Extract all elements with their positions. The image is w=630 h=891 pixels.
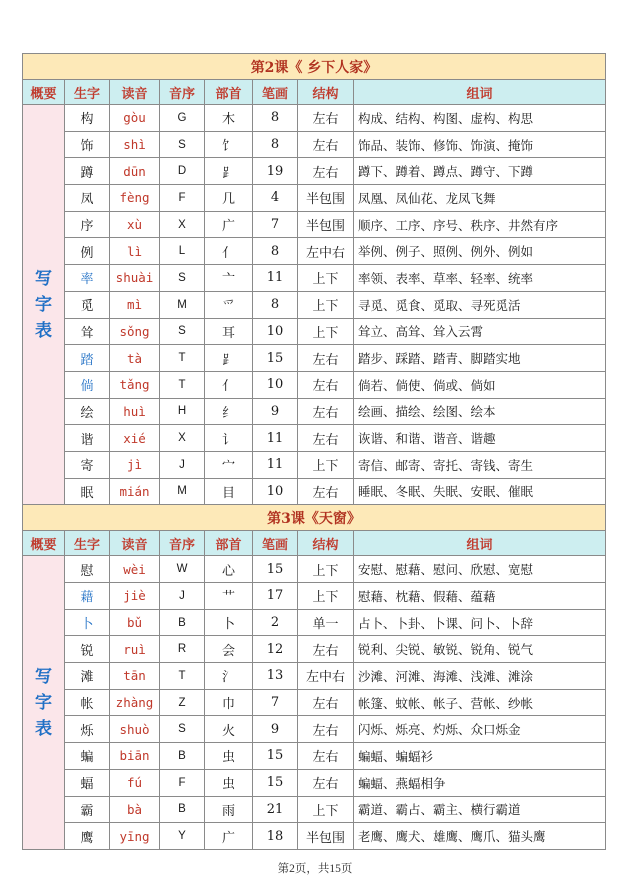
- char-cell: 凤: [65, 185, 110, 212]
- words-cell: 顺序、工序、序号、秩序、井然有序: [354, 211, 606, 238]
- lesson2-title-row: [23, 54, 606, 80]
- strokes-cell: 8: [253, 131, 298, 158]
- strokes-cell: 9: [253, 716, 298, 743]
- lesson2-header-row: [23, 80, 606, 105]
- radical-cell: 虫: [205, 769, 253, 796]
- column-header: 部首: [205, 80, 253, 105]
- strokes-cell: 11: [253, 451, 298, 478]
- side-label-char: 写: [35, 666, 52, 687]
- initial-cell: H: [160, 398, 205, 425]
- pinyin-cell: xù: [110, 211, 160, 238]
- table-row: [23, 345, 606, 372]
- structure-cell: 左右: [298, 371, 354, 398]
- structure-cell: 单一: [298, 609, 354, 636]
- structure-cell: 左右: [298, 425, 354, 452]
- character-table: [22, 53, 606, 850]
- char-cell: 蝠: [65, 769, 110, 796]
- structure-cell: 左右: [298, 769, 354, 796]
- table-row: [23, 796, 606, 823]
- radical-cell: 巾: [205, 689, 253, 716]
- radical-cell: 爫: [205, 291, 253, 318]
- structure-cell: 上下: [298, 318, 354, 345]
- initial-cell: F: [160, 769, 205, 796]
- radical-cell: 宀: [205, 451, 253, 478]
- table-row: [23, 451, 606, 478]
- radical-cell: 艹: [205, 583, 253, 610]
- lesson3-header-row: [23, 531, 606, 556]
- initial-cell: S: [160, 318, 205, 345]
- lesson3-title-row: [23, 505, 606, 531]
- table-row: [23, 425, 606, 452]
- structure-cell: 左右: [298, 716, 354, 743]
- pinyin-cell: yīng: [110, 823, 160, 850]
- char-cell: 眠: [65, 478, 110, 505]
- radical-cell: 火: [205, 716, 253, 743]
- char-cell: 率: [65, 265, 110, 292]
- structure-cell: 左右: [298, 345, 354, 372]
- strokes-cell: 11: [253, 265, 298, 292]
- lesson2-title: 第2课《 乡下人家》: [23, 54, 606, 80]
- lesson2-side-label: [23, 105, 65, 505]
- vocabulary-sheet: [22, 53, 605, 850]
- strokes-cell: 10: [253, 318, 298, 345]
- initial-cell: S: [160, 716, 205, 743]
- strokes-cell: 15: [253, 769, 298, 796]
- table-row: [23, 556, 606, 583]
- words-cell: 蝙蝠、蝙蝠衫: [354, 743, 606, 770]
- initial-cell: J: [160, 583, 205, 610]
- char-cell: 例: [65, 238, 110, 265]
- radical-cell: 木: [205, 105, 253, 132]
- char-cell: 蹲: [65, 158, 110, 185]
- table-row: [23, 716, 606, 743]
- initial-cell: J: [160, 451, 205, 478]
- words-cell: 凤凰、凤仙花、龙凤飞舞: [354, 185, 606, 212]
- initial-cell: Y: [160, 823, 205, 850]
- radical-cell: 耳: [205, 318, 253, 345]
- words-cell: 闪烁、烁亮、灼烁、众口烁金: [354, 716, 606, 743]
- radical-cell: ⻊: [205, 345, 253, 372]
- column-header: 概要: [23, 531, 65, 556]
- words-cell: 率领、表率、草率、轻率、统率: [354, 265, 606, 292]
- radical-cell: 纟: [205, 398, 253, 425]
- initial-cell: B: [160, 796, 205, 823]
- table-row: [23, 318, 606, 345]
- structure-cell: 上下: [298, 583, 354, 610]
- pinyin-cell: tà: [110, 345, 160, 372]
- strokes-cell: 9: [253, 398, 298, 425]
- column-header: 部首: [205, 531, 253, 556]
- structure-cell: 左右: [298, 636, 354, 663]
- initial-cell: F: [160, 185, 205, 212]
- strokes-cell: 18: [253, 823, 298, 850]
- table-row: [23, 689, 606, 716]
- char-cell: 觅: [65, 291, 110, 318]
- initial-cell: L: [160, 238, 205, 265]
- pinyin-cell: lì: [110, 238, 160, 265]
- structure-cell: 左右: [298, 689, 354, 716]
- strokes-cell: 7: [253, 211, 298, 238]
- page-footer: 第2页，共15页: [277, 863, 353, 875]
- words-cell: 倘若、倘使、倘或、倘如: [354, 371, 606, 398]
- table-row: [23, 478, 606, 505]
- side-label-char: 写: [35, 268, 52, 289]
- structure-cell: 上下: [298, 556, 354, 583]
- char-cell: 锐: [65, 636, 110, 663]
- char-cell: 藉: [65, 583, 110, 610]
- table-row: [23, 238, 606, 265]
- words-cell: 踏步、踩踏、踏青、脚踏实地: [354, 345, 606, 372]
- initial-cell: W: [160, 556, 205, 583]
- char-cell: 耸: [65, 318, 110, 345]
- column-header: 结构: [298, 80, 354, 105]
- side-label-char: 字: [35, 294, 52, 315]
- column-header: 生字: [65, 80, 110, 105]
- pinyin-cell: tǎng: [110, 371, 160, 398]
- char-cell: 卜: [65, 609, 110, 636]
- table-row: [23, 823, 606, 850]
- structure-cell: 左右: [298, 743, 354, 770]
- structure-cell: 左右: [298, 398, 354, 425]
- structure-cell: 半包围: [298, 823, 354, 850]
- pinyin-cell: biān: [110, 743, 160, 770]
- radical-cell: 广: [205, 823, 253, 850]
- column-header: 生字: [65, 531, 110, 556]
- words-cell: 举例、例子、照例、例外、例如: [354, 238, 606, 265]
- strokes-cell: 8: [253, 238, 298, 265]
- pinyin-cell: sǒng: [110, 318, 160, 345]
- table-row: [23, 769, 606, 796]
- pinyin-cell: wèi: [110, 556, 160, 583]
- lesson3-side-label: [23, 556, 65, 850]
- pinyin-cell: mì: [110, 291, 160, 318]
- strokes-cell: 15: [253, 556, 298, 583]
- words-cell: 安慰、慰藉、慰问、欣慰、宽慰: [354, 556, 606, 583]
- words-cell: 沙滩、河滩、海滩、浅滩、滩涂: [354, 663, 606, 690]
- structure-cell: 左右: [298, 105, 354, 132]
- column-header: 笔画: [253, 80, 298, 105]
- column-header: 读音: [110, 80, 160, 105]
- strokes-cell: 17: [253, 583, 298, 610]
- structure-cell: 左右: [298, 158, 354, 185]
- column-header: 组词: [354, 531, 606, 556]
- words-cell: 诙谐、和谐、谐音、谐趣: [354, 425, 606, 452]
- words-cell: 耸立、高耸、耸入云霄: [354, 318, 606, 345]
- strokes-cell: 10: [253, 371, 298, 398]
- char-cell: 烁: [65, 716, 110, 743]
- table-row: [23, 211, 606, 238]
- char-cell: 寄: [65, 451, 110, 478]
- structure-cell: 左中右: [298, 238, 354, 265]
- radical-cell: 亠: [205, 265, 253, 292]
- radical-cell: 雨: [205, 796, 253, 823]
- strokes-cell: 11: [253, 425, 298, 452]
- strokes-cell: 13: [253, 663, 298, 690]
- column-header: 结构: [298, 531, 354, 556]
- initial-cell: R: [160, 636, 205, 663]
- structure-cell: 左右: [298, 478, 354, 505]
- strokes-cell: 15: [253, 743, 298, 770]
- radical-cell: 讠: [205, 425, 253, 452]
- strokes-cell: 8: [253, 291, 298, 318]
- radical-cell: 目: [205, 478, 253, 505]
- words-cell: 蹲下、蹲着、蹲点、蹲守、下蹲: [354, 158, 606, 185]
- char-cell: 蝙: [65, 743, 110, 770]
- pinyin-cell: huì: [110, 398, 160, 425]
- side-label-char: 表: [35, 320, 52, 341]
- char-cell: 序: [65, 211, 110, 238]
- initial-cell: M: [160, 478, 205, 505]
- words-cell: 占卜、卜卦、卜课、问卜、卜辞: [354, 609, 606, 636]
- structure-cell: 上下: [298, 291, 354, 318]
- radical-cell: 会: [205, 636, 253, 663]
- table-row: [23, 158, 606, 185]
- strokes-cell: 15: [253, 345, 298, 372]
- structure-cell: 上下: [298, 265, 354, 292]
- char-cell: 滩: [65, 663, 110, 690]
- pinyin-cell: ruì: [110, 636, 160, 663]
- initial-cell: T: [160, 345, 205, 372]
- radical-cell: 几: [205, 185, 253, 212]
- table-row: [23, 291, 606, 318]
- words-cell: 老鹰、鹰犬、雄鹰、鹰爪、猫头鹰: [354, 823, 606, 850]
- pinyin-cell: shì: [110, 131, 160, 158]
- table-row: [23, 663, 606, 690]
- table-row: [23, 185, 606, 212]
- structure-cell: 半包围: [298, 185, 354, 212]
- char-cell: 踏: [65, 345, 110, 372]
- column-header: 读音: [110, 531, 160, 556]
- initial-cell: M: [160, 291, 205, 318]
- radical-cell: ⻊: [205, 158, 253, 185]
- pinyin-cell: gòu: [110, 105, 160, 132]
- words-cell: 寄信、邮寄、寄托、寄钱、寄生: [354, 451, 606, 478]
- strokes-cell: 19: [253, 158, 298, 185]
- initial-cell: B: [160, 743, 205, 770]
- words-cell: 绘画、描绘、绘图、绘本: [354, 398, 606, 425]
- initial-cell: X: [160, 211, 205, 238]
- initial-cell: T: [160, 663, 205, 690]
- structure-cell: 左右: [298, 131, 354, 158]
- char-cell: 慰: [65, 556, 110, 583]
- side-label-char: 字: [35, 692, 52, 713]
- radical-cell: 广: [205, 211, 253, 238]
- words-cell: 构成、结构、构图、虚构、构思: [354, 105, 606, 132]
- initial-cell: D: [160, 158, 205, 185]
- column-header: 组词: [354, 80, 606, 105]
- char-cell: 霸: [65, 796, 110, 823]
- strokes-cell: 10: [253, 478, 298, 505]
- radical-cell: 亻: [205, 371, 253, 398]
- words-cell: 慰藉、枕藉、假藉、蕴藉: [354, 583, 606, 610]
- table-row: [23, 609, 606, 636]
- radical-cell: 心: [205, 556, 253, 583]
- char-cell: 谐: [65, 425, 110, 452]
- radical-cell: 卜: [205, 609, 253, 636]
- radical-cell: 饣: [205, 131, 253, 158]
- initial-cell: G: [160, 105, 205, 132]
- structure-cell: 左中右: [298, 663, 354, 690]
- table-row: [23, 636, 606, 663]
- structure-cell: 上下: [298, 451, 354, 478]
- initial-cell: S: [160, 265, 205, 292]
- pinyin-cell: fú: [110, 769, 160, 796]
- strokes-cell: 7: [253, 689, 298, 716]
- initial-cell: S: [160, 131, 205, 158]
- table-row: [23, 131, 606, 158]
- strokes-cell: 8: [253, 105, 298, 132]
- initial-cell: T: [160, 371, 205, 398]
- initial-cell: X: [160, 425, 205, 452]
- char-cell: 绘: [65, 398, 110, 425]
- structure-cell: 半包围: [298, 211, 354, 238]
- pinyin-cell: jì: [110, 451, 160, 478]
- char-cell: 鹰: [65, 823, 110, 850]
- table-row: [23, 371, 606, 398]
- pinyin-cell: shuò: [110, 716, 160, 743]
- words-cell: 饰品、装饰、修饰、饰演、掩饰: [354, 131, 606, 158]
- lesson3-title: 第3课《天窗》: [23, 505, 606, 531]
- pinyin-cell: tān: [110, 663, 160, 690]
- pinyin-cell: mián: [110, 478, 160, 505]
- pinyin-cell: jiè: [110, 583, 160, 610]
- radical-cell: 虫: [205, 743, 253, 770]
- pinyin-cell: bǔ: [110, 609, 160, 636]
- radical-cell: 亻: [205, 238, 253, 265]
- strokes-cell: 12: [253, 636, 298, 663]
- table-row: [23, 398, 606, 425]
- pinyin-cell: shuài: [110, 265, 160, 292]
- char-cell: 饰: [65, 131, 110, 158]
- table-row: [23, 743, 606, 770]
- structure-cell: 上下: [298, 796, 354, 823]
- pinyin-cell: dūn: [110, 158, 160, 185]
- char-cell: 倘: [65, 371, 110, 398]
- words-cell: 蝙蝠、燕蝠相争: [354, 769, 606, 796]
- column-header: 笔画: [253, 531, 298, 556]
- initial-cell: Z: [160, 689, 205, 716]
- table-row: [23, 105, 606, 132]
- pinyin-cell: bà: [110, 796, 160, 823]
- pinyin-cell: xié: [110, 425, 160, 452]
- radical-cell: 氵: [205, 663, 253, 690]
- strokes-cell: 21: [253, 796, 298, 823]
- pinyin-cell: zhàng: [110, 689, 160, 716]
- char-cell: 帐: [65, 689, 110, 716]
- strokes-cell: 2: [253, 609, 298, 636]
- initial-cell: B: [160, 609, 205, 636]
- strokes-cell: 4: [253, 185, 298, 212]
- table-row: [23, 583, 606, 610]
- column-header: 音序: [160, 80, 205, 105]
- column-header: 音序: [160, 531, 205, 556]
- side-label-char: 表: [35, 718, 52, 739]
- words-cell: 锐利、尖锐、敏锐、锐角、锐气: [354, 636, 606, 663]
- words-cell: 睡眠、冬眠、失眠、安眠、催眠: [354, 478, 606, 505]
- words-cell: 寻觅、觅食、觅取、寻死觅活: [354, 291, 606, 318]
- words-cell: 霸道、霸占、霸主、横行霸道: [354, 796, 606, 823]
- table-row: [23, 265, 606, 292]
- column-header: 概要: [23, 80, 65, 105]
- char-cell: 构: [65, 105, 110, 132]
- words-cell: 帐篷、蚊帐、帐子、营帐、纱帐: [354, 689, 606, 716]
- pinyin-cell: fèng: [110, 185, 160, 212]
